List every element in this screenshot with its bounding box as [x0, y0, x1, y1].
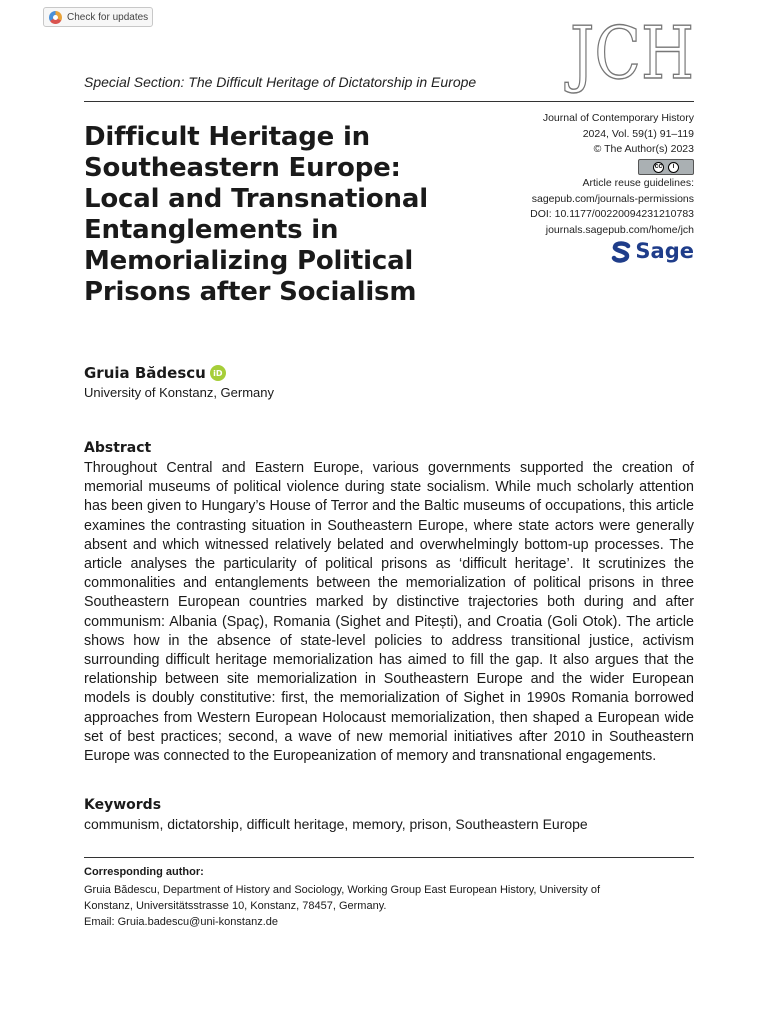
title-line: Prisons after Socialism	[84, 277, 417, 307]
journal-logo	[564, 11, 696, 95]
corresponding-heading: Corresponding author:	[84, 866, 204, 878]
volume-info: 2024, Vol. 59(1) 91–119	[582, 127, 694, 140]
title-line: Local and Transnational	[84, 184, 428, 214]
check-for-updates-label: Check for updates	[67, 11, 149, 23]
corresponding-line: Gruia Bădescu, Department of History and Sociology, Working Group East European History, University of	[84, 884, 601, 896]
corresponding-line: Konstanz, Universitätsstrasse 10, Konstanz, 78457, Germany.	[84, 900, 387, 912]
orcid-icon[interactable]: iD	[210, 365, 226, 381]
abstract-body: Throughout Central and Eastern Europe, various governments supported the creation of memorial museums of political violence during state socialism. While much scholarly attention has been given to Hungary’s House of Terror and the Baltic museums of occupations, this article examines the contrasting situation in Southeastern Europe, where state actors were generally absent and which witnessed relatively belated and overwhelmingly bottom-up processes. The article analyses the particularity of political prisons as ‘difficult heritage’. It scrutinizes the commonalities and entanglements between the memorialization of political prisons in three Southeastern European countries marked by distinctive trajectories both during and after communism: Albania (Spaç), Romania (Sighet and Pitești), and Croatia (Goli Otok). The article shows how in the absence of state-level policies to address transitional justice, activism surrounding difficult heritage memorialization has aimed to fill the gap. It also argues that the relationship between site memorialization in Southeastern Europe and the wider European models is doubly constitutive: first, the memorialization of Sighet in 1990s Romania borrowed approaches from Western European Holocaust memorialization, then shaped a European wide set of best practices; second, a wave of new memorial initiatives after 2010 in Southeastern Europe was connected to the Europeanization of memory and transnational engagements.	[84, 460, 694, 765]
article-metadata	[454, 111, 694, 269]
article-title	[84, 122, 464, 308]
abstract-heading: Abstract	[84, 440, 152, 456]
title-line: Memorializing Political	[84, 246, 414, 276]
author-name-text: Gruia Bădescu	[84, 364, 206, 382]
journal-homepage-link[interactable]: journals.sagepub.com/home/jch	[545, 223, 694, 236]
sage-logo	[611, 241, 694, 263]
copyright-notice: © The Author(s) 2023	[593, 143, 694, 155]
sage-logo-text: Sage	[635, 239, 694, 264]
check-for-updates-button[interactable]	[43, 7, 153, 27]
keywords-list: communism, dictatorship, difficult heritage, memory, prison, Southeastern Europe	[84, 816, 588, 832]
corresponding-email[interactable]: Email: Gruia.badescu@uni-konstanz.de	[84, 916, 278, 928]
corresponding-details	[84, 882, 699, 930]
doi-link[interactable]: DOI: 10.1177/00220094231210783	[530, 208, 694, 220]
journal-logo-text: JCH	[564, 11, 694, 95]
cc-by-icon[interactable]: cc i	[638, 159, 694, 175]
journal-name: Journal of Contemporary History	[542, 112, 694, 124]
header-divider	[84, 101, 694, 102]
author-name	[84, 364, 226, 382]
title-line: Difficult Heritage in	[84, 122, 370, 152]
special-section-label: Special Section: The Difficult Heritage of Dictatorship in Europe	[84, 74, 477, 90]
title-line: Entanglements in	[84, 215, 339, 245]
title-line: Southeastern Europe:	[84, 153, 401, 183]
permissions-link[interactable]: sagepub.com/journals-permissions	[531, 192, 694, 205]
keywords-heading: Keywords	[84, 797, 162, 813]
reuse-label: Article reuse guidelines:	[582, 177, 694, 189]
footer-divider	[84, 857, 694, 858]
sage-s-icon	[611, 241, 631, 263]
author-affiliation: University of Konstanz, Germany	[84, 385, 275, 400]
crossmark-icon	[49, 11, 62, 24]
